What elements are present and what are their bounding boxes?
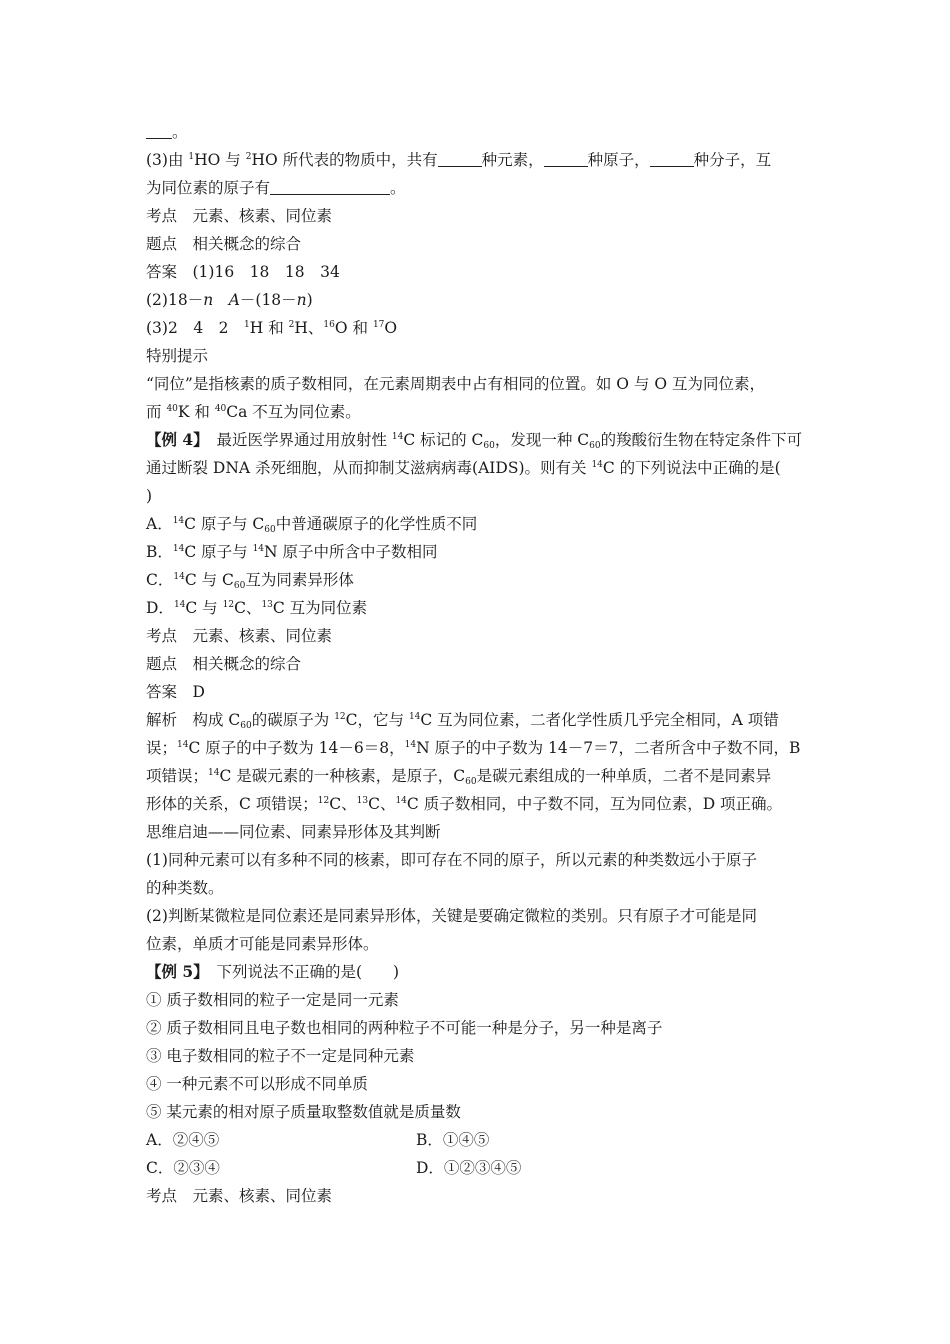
text: A． xyxy=(146,515,173,533)
superscript: 12 xyxy=(222,600,235,610)
text: C，它与 xyxy=(345,711,409,729)
analysis-line-1 xyxy=(146,706,826,734)
text: C 互为同位素，二者化学性质几乎完全相同，A 项错 xyxy=(420,711,779,729)
subscript: 60 xyxy=(483,441,495,451)
text: C 原子的中子数为 14－6＝8， xyxy=(188,739,405,757)
superscript: 16 xyxy=(323,320,335,330)
kaodian-line: 考点 元素、核素、同位素 xyxy=(146,207,333,225)
superscript: 12 xyxy=(317,796,330,806)
answer-line-2 xyxy=(146,286,826,314)
top-fragment-line xyxy=(146,118,826,146)
text: N 原子中所含中子数相同 xyxy=(264,543,438,561)
subscript: 60 xyxy=(589,441,601,451)
question-3-line-1 xyxy=(146,146,826,174)
thinking-title: 思维启迪——同位素、同素异形体及其判断 xyxy=(146,823,441,841)
text: 项错误； xyxy=(146,767,209,785)
superscript: 14 xyxy=(391,432,404,442)
superscript: 14 xyxy=(173,600,186,610)
example-5-options-row-1 xyxy=(146,1126,826,1154)
example-5-item: ③ 电子数相同的粒子不一定是同种元素 xyxy=(146,1047,415,1065)
text: 种分子，互 xyxy=(693,151,772,169)
document-page xyxy=(146,118,826,1210)
analysis-line-4 xyxy=(146,790,826,818)
text: C 原子与 C xyxy=(184,515,265,533)
superscript: 1 xyxy=(244,320,250,330)
thinking-p2-line-2: 位素，单质才可能是同素异形体。 xyxy=(146,935,379,953)
tip-line-2 xyxy=(146,398,826,426)
text: HO 与 xyxy=(194,151,246,169)
example-5-item: ⑤ 某元素的相对原子质量取整数值就是质量数 xyxy=(146,1103,461,1121)
text: C 原子与 xyxy=(184,543,253,561)
example-tag: 【例 5】 xyxy=(146,962,201,981)
superscript: 14 xyxy=(404,740,417,750)
text: 种元素， xyxy=(481,151,544,169)
superscript: 14 xyxy=(591,460,603,470)
option-a: A．②④⑤ xyxy=(146,1131,220,1149)
superscript: 14 xyxy=(408,712,421,722)
text: C、 xyxy=(368,795,396,813)
option-c: C．②③④ xyxy=(146,1159,220,1177)
kaodian-line: 考点 元素、核素、同位素 xyxy=(146,1187,333,1205)
superscript: 40 xyxy=(214,404,227,414)
example-4-line-1 xyxy=(146,426,826,454)
text: ，发现一种 C xyxy=(494,431,590,449)
answer-line-1: 答案 (1)16 18 18 34 xyxy=(146,263,340,281)
text: 。 xyxy=(172,123,188,141)
example-4-line-3: ) xyxy=(146,487,153,505)
text: C 与 xyxy=(185,599,223,617)
text: H 和 xyxy=(249,319,289,337)
answer-blank xyxy=(438,150,482,167)
subscript: 60 xyxy=(240,721,252,731)
text: 误； xyxy=(146,739,178,757)
superscript: 2 xyxy=(245,152,252,162)
superscript: 17 xyxy=(372,320,385,330)
text: 为同位素的原子有 xyxy=(146,179,271,197)
superscript: 13 xyxy=(261,600,273,610)
example-4-line-2 xyxy=(146,454,826,482)
example-5-item: ① 质子数相同的粒子一定是同一元素 xyxy=(146,991,399,1009)
text: 中普通碳原子的化学性质不同 xyxy=(275,515,478,533)
example-4-option-a xyxy=(146,510,826,538)
superscript: 14 xyxy=(177,740,189,750)
text: O xyxy=(384,319,398,337)
thinking-p2-line-1: (2)判断某微粒是同位素还是同素异形体，关键是要确定微粒的类别。只有原子才可能是同 xyxy=(146,907,757,925)
answer-blank xyxy=(650,150,694,167)
text: 。 xyxy=(390,179,406,197)
text: Ca 不互为同位素。 xyxy=(226,403,361,421)
tip-title: 特别提示 xyxy=(146,347,209,365)
subscript: 60 xyxy=(465,777,477,787)
example-5-options-row-2 xyxy=(146,1154,826,1182)
text: －(18－ xyxy=(239,291,297,309)
tidian-line: 题点 相关概念的综合 xyxy=(146,655,302,673)
answer-blank xyxy=(270,178,390,195)
text: O 和 xyxy=(334,319,373,337)
text: 互为同素异形体 xyxy=(245,571,354,589)
superscript: 14 xyxy=(208,768,220,778)
text: 而 xyxy=(146,403,167,421)
thinking-p1-line-1: (1)同种元素可以有多种不同的核素，即可存在不同的原子，所以元素的种类数远小于原子 xyxy=(146,851,757,869)
example-tag: 【例 4】 xyxy=(146,430,201,449)
text: C 质子数相同，中子数不同，互为同位素，D 项正确。 xyxy=(406,795,783,813)
analysis-line-2 xyxy=(146,734,826,762)
answer-line-3 xyxy=(146,314,826,342)
text: (2)18－ xyxy=(146,291,204,309)
subscript: 60 xyxy=(233,581,246,591)
text: C 标记的 C xyxy=(403,431,484,449)
text: C 是碳元素的一种核素，是原子，C xyxy=(219,767,466,785)
tidian-line: 题点 相关概念的综合 xyxy=(146,235,302,253)
superscript: 40 xyxy=(166,404,178,414)
superscript: 13 xyxy=(356,796,369,806)
text: N 原子的中子数为 14－7＝7，二者所含中子数不同，B xyxy=(416,739,801,757)
text: 形体的关系，C 项错误； xyxy=(146,795,318,813)
example-5-item: ④ 一种元素不可以形成不同单质 xyxy=(146,1075,368,1093)
text: C 的下列说法中正确的是( xyxy=(602,459,781,477)
option-b: B．①④⑤ xyxy=(416,1131,490,1149)
kaodian-line: 考点 元素、核素、同位素 xyxy=(146,627,333,645)
example-4-option-b xyxy=(146,538,826,566)
superscript: 14 xyxy=(252,544,265,554)
text: 种原子， xyxy=(587,151,650,169)
example-4-option-c xyxy=(146,566,826,594)
example-4-option-d xyxy=(146,594,826,622)
text: 最近医学界通过用放射性 xyxy=(200,431,392,449)
text: K 和 xyxy=(177,403,215,421)
superscript: 14 xyxy=(172,516,185,526)
superscript: 1 xyxy=(188,152,195,162)
text: n xyxy=(296,291,307,309)
option-d: D．①②③④⑤ xyxy=(416,1159,522,1177)
superscript: 14 xyxy=(173,572,185,582)
text: C． xyxy=(146,571,174,589)
analysis-line-3 xyxy=(146,762,826,790)
thinking-p1-line-2: 的种类数。 xyxy=(146,879,224,897)
text: A xyxy=(228,291,240,309)
text: 是碳元素组成的一种单质，二者不是同素异 xyxy=(476,767,772,785)
text: 的羧酸衍生物在特定条件下可 xyxy=(600,431,803,449)
text: n xyxy=(203,291,214,309)
text: (3)2 4 2 xyxy=(146,319,245,337)
superscript: 2 xyxy=(288,320,295,330)
text: B． xyxy=(146,543,173,561)
text: ) xyxy=(306,291,313,309)
answer-blank xyxy=(544,150,588,167)
text: H、 xyxy=(294,319,324,337)
subscript: 60 xyxy=(264,525,276,535)
text: D． xyxy=(146,599,174,617)
superscript: 14 xyxy=(172,544,185,554)
question-3-line-2 xyxy=(146,174,826,202)
text xyxy=(213,291,229,309)
text: (3)由 xyxy=(146,151,189,169)
text: 解析 构成 C xyxy=(146,711,241,729)
example-5-stem xyxy=(146,958,826,986)
answer-blank xyxy=(146,122,172,139)
superscript: 14 xyxy=(395,796,407,806)
superscript: 12 xyxy=(334,712,346,722)
example-5-item: ② 质子数相同且电子数也相同的两种粒子不可能一种是分子，另一种是离子 xyxy=(146,1019,663,1037)
text: C 与 C xyxy=(184,571,234,589)
text: 的碳原子为 xyxy=(251,711,335,729)
text: 下列说法不正确的是( ) xyxy=(200,963,400,981)
answer-line: 答案 D xyxy=(146,683,205,701)
text: C、 xyxy=(329,795,357,813)
text: C、 xyxy=(234,599,262,617)
text: HO 所代表的物质中，共有 xyxy=(251,151,438,169)
tip-line-1: “同位”是指核素的质子数相同，在元素周期表中占有相同的位置。如 O 与 O 互为同位素， xyxy=(146,375,765,393)
text: 通过断裂 DNA 杀死细胞，从而抑制艾滋病病毒(AIDS)。则有关 xyxy=(146,459,592,477)
text: C 互为同位素 xyxy=(272,599,368,617)
